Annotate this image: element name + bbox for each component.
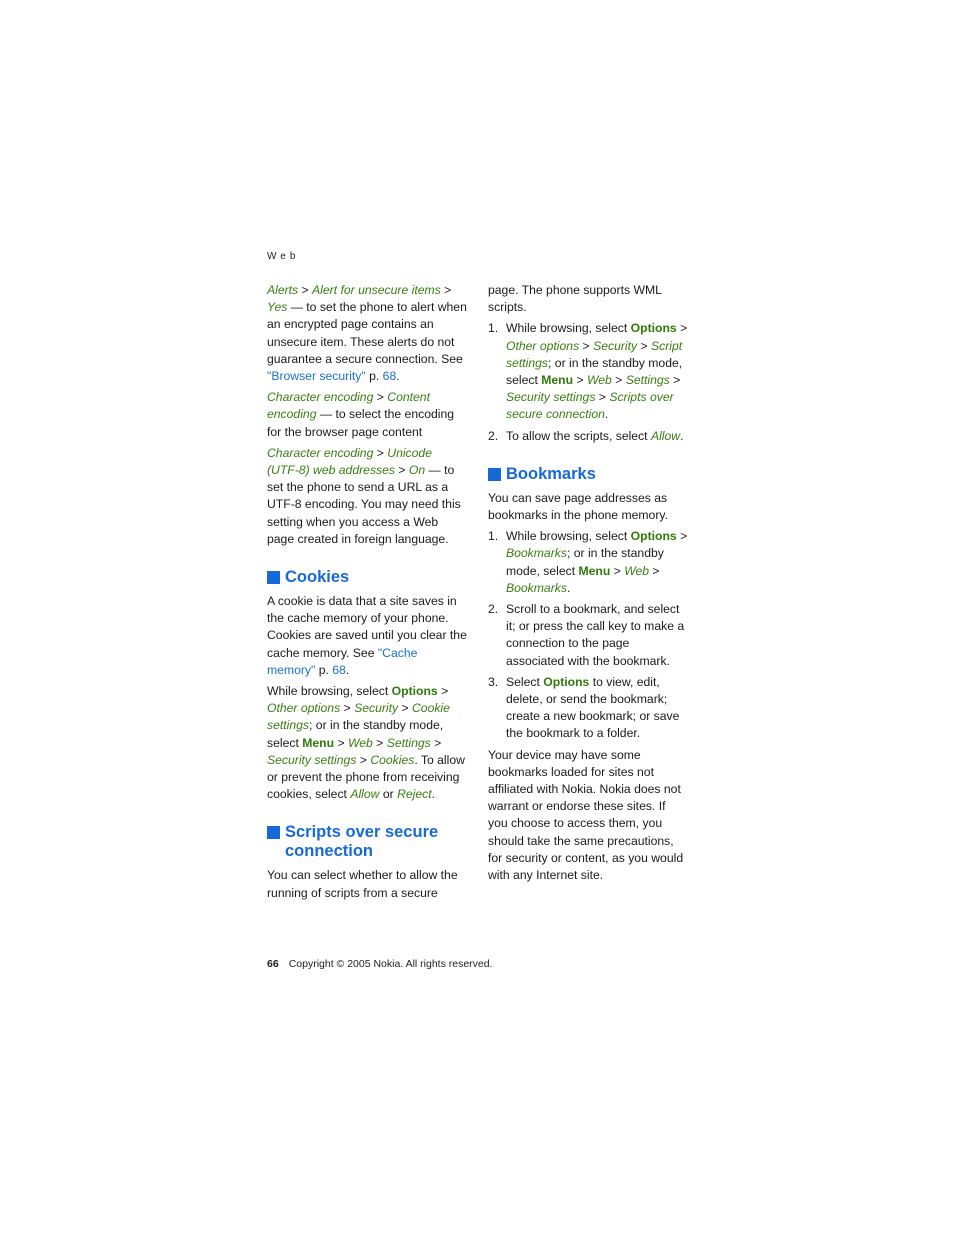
options-label: Options [630,529,677,544]
path-separator: > [573,373,587,388]
path-separator: > [649,563,660,578]
heading-square-icon [267,826,280,839]
list-item [488,674,688,743]
path-separator: > [298,283,313,297]
security-settings-label: Security settings [267,752,357,767]
page-footer [267,958,493,970]
other-options-label: Other options [267,701,341,716]
path-separator: > [372,735,387,750]
bookmarks-heading-text: Bookmarks [506,464,596,483]
period: . [566,580,571,595]
period: . [345,662,350,677]
security-label: Security [354,701,399,716]
unicode-paragraph [267,445,467,548]
bookmarks-disclaimer-paragraph: Your device may have some bookmarks loaded for sites not affiliated with Nokia. Nokia does not warrant or endorse these sites. If you choose to access them, you should take the same precautions, for security or content, as you would with any Internet site. [488,747,684,883]
other-options-label: Other options [506,338,580,353]
menu-label: Menu [578,563,611,578]
menu-path-alerts: Alerts [267,283,299,297]
step-number: 1. [488,321,499,336]
instruction-text: to view, edit, delete, or send the bookmark; create a new bookmark; or save the bookmark to a folder. [506,674,680,741]
list-item [488,428,688,445]
period: . [680,428,684,443]
browser-security-link[interactable]: "Browser security" [267,369,366,384]
allow-label: Allow [350,787,380,802]
content-encoding-description: — to select the encoding for the browser page content [267,407,455,439]
instruction-text: ; or in the standby mode, select [506,546,664,578]
heading-square-icon [267,571,280,584]
bookmarks-intro-paragraph: You can save page addresses as bookmarks in the phone memory. [488,490,668,523]
page-68-link[interactable]: 68 [332,662,346,677]
bookmarks-label: Bookmarks [506,580,567,595]
scripts-heading-text: Scripts over secure connection [285,823,439,861]
path-separator: > [676,321,688,336]
scripts-over-secure-label: Scripts over secure connection [506,390,674,422]
heading-square-icon [488,468,501,481]
cookies-intro-paragraph [267,593,467,679]
cookies-intro-text: A cookie is data that a site saves in the cache memory of your phone. Cookies are saved until you clear the cache memory. See [267,594,467,660]
options-label: Options [630,321,677,336]
menu-label: Menu [541,373,574,388]
list-item [488,528,688,597]
scripts-continued-paragraph: page. The phone supports WML scripts. [488,283,662,315]
path-separator: > [579,338,594,353]
web-label: Web [586,373,612,388]
path-separator: > [373,390,388,405]
instruction-text: Scroll to a bookmark, and select it; or press the call key to make a connection to the page associated with the bookmark. [506,602,685,668]
right-column [488,282,688,888]
page-ref-text: p. [365,369,383,384]
instruction-text: . To allow or prevent the phone from receiving cookies, select [267,752,465,802]
settings-label: Settings [625,373,670,388]
page-68-link[interactable]: 68 [382,369,397,384]
path-separator: > [356,752,371,767]
settings-label: Settings [386,735,431,750]
page-ref-text: p. [315,662,333,677]
scripts-intro-paragraph: You can select whether to allow the running of scripts from a secure [267,868,458,900]
content-encoding-paragraph [267,389,467,441]
step-number: 2. [488,428,499,443]
cookies-label: Cookies [370,752,415,767]
path-separator: > [340,701,355,716]
scripts-heading [267,823,467,861]
allow-label: Allow [650,428,681,443]
path-separator: > [611,373,626,388]
path-separator: > [637,338,651,353]
instruction-text: Select [506,674,544,689]
instruction-text: While browsing, select [506,529,631,544]
options-label: Options [391,684,438,699]
step-number: 1. [488,529,499,544]
web-label: Web [624,563,650,578]
list-item [488,601,688,670]
menu-path-unicode: Unicode (UTF-8) web addresses [267,445,432,478]
path-separator: > [437,684,449,699]
cookies-instructions-paragraph [267,683,467,803]
left-column [267,282,467,906]
path-separator: > [430,735,442,750]
menu-path-character-encoding: Character encoding [267,445,374,460]
menu-path-alert-unsecure: Alert for unsecure items [312,283,441,297]
instruction-text: or [379,787,398,802]
period: . [396,369,400,384]
web-label: Web [347,735,373,750]
instruction-text: While browsing, select [506,321,631,336]
path-separator: > [334,735,348,750]
running-head: Web [267,251,300,262]
list-item [488,320,688,423]
cookies-heading [267,568,467,587]
path-separator: > [595,390,610,405]
cache-memory-link[interactable]: "Cache memory" [267,645,418,677]
period: . [431,787,435,802]
path-separator: > [398,701,412,716]
menu-path-content-encoding: Content encoding [267,390,430,422]
path-separator: > [440,283,452,297]
path-separator: > [610,563,625,578]
path-separator: > [373,445,388,460]
alerts-paragraph [267,282,467,385]
instruction-text: ; or in the standby mode, select [267,718,444,750]
copyright-text: Copyright © 2005 Nokia. All rights reserved. [288,958,493,970]
bookmarks-heading [488,465,688,484]
scripts-steps-list [488,320,688,444]
period: . [604,407,609,422]
instruction-text: ; or in the standby mode, select [506,355,683,388]
path-separator: > [676,529,688,544]
bookmarks-steps-list [488,528,688,742]
bookmarks-label: Bookmarks [506,546,567,561]
security-settings-label: Security settings [506,390,596,405]
menu-path-yes: Yes [267,300,288,315]
alerts-description: — to set the phone to alert when an encrypted page contains an unsecure item. These alerts do not guarantee a secure connection. See [267,300,467,366]
reject-label: Reject [397,787,432,802]
page-number: 66 [267,958,279,970]
instruction-text: While browsing, select [267,684,392,699]
cookie-settings-label: Cookie settings [267,701,450,733]
menu-path-character-encoding: Character encoding [267,390,374,405]
instruction-text: To allow the scripts, select [506,428,651,443]
path-separator: > [395,463,409,478]
menu-label: Menu [302,735,335,750]
step-number: 3. [488,674,499,689]
path-separator: > [669,373,681,388]
security-label: Security [593,338,638,353]
cookies-heading-text: Cookies [285,568,350,587]
menu-path-on: On [408,463,426,478]
step-number: 2. [488,602,499,617]
unicode-description: — to set the phone to send a URL as a UTF-8 encoding. You may need this setting when you access a Web page created in foreign language. [267,463,461,546]
script-settings-label: Script settings [506,338,683,370]
options-label: Options [543,674,590,689]
